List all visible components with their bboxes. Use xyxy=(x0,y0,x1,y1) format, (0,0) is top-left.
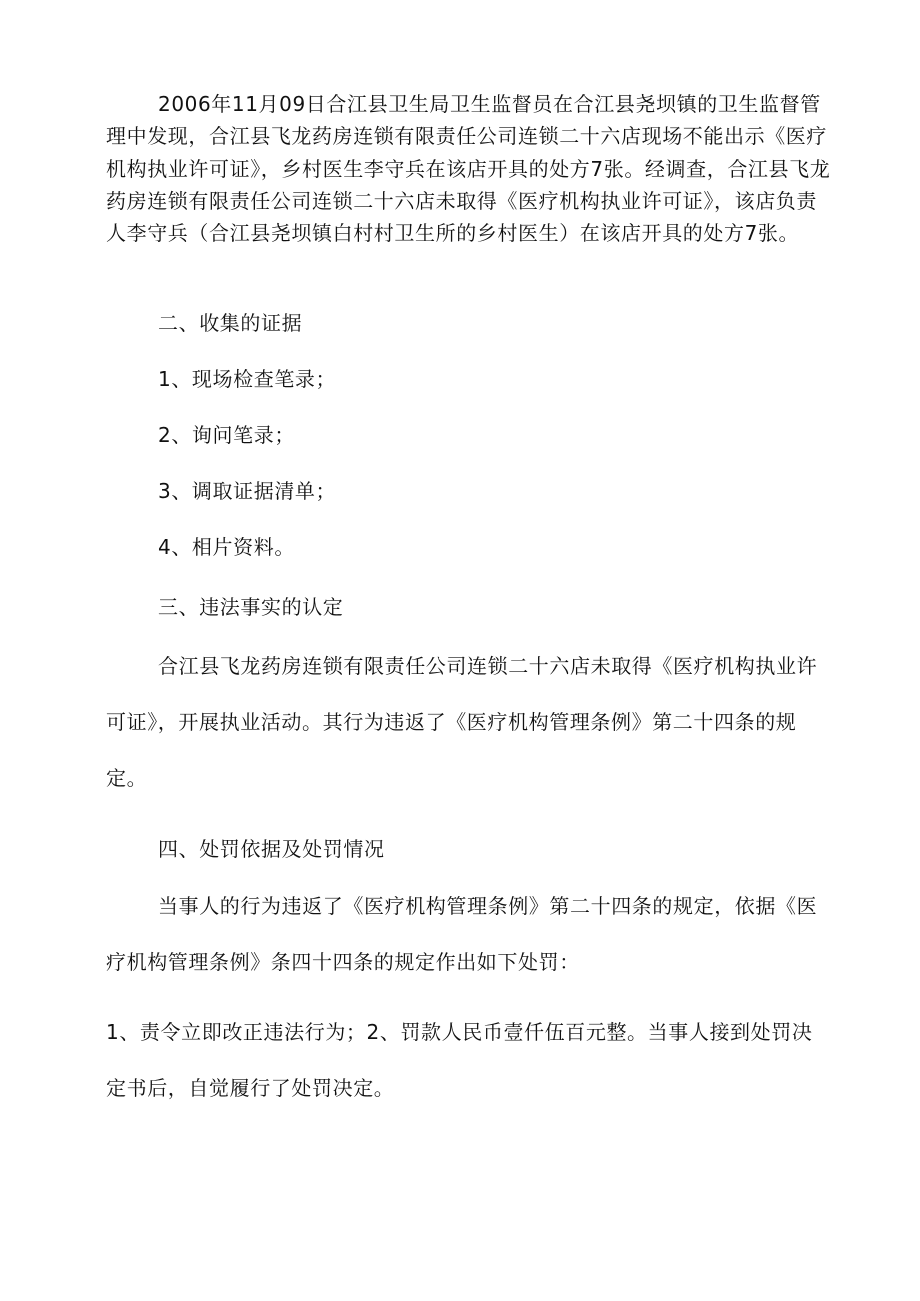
penalty-section-heading: 四、处罚依据及处罚情况 xyxy=(158,837,385,861)
penalty-result-paragraph: 1、责令立即改正违法行为；2、罚款人民币壹仟伍百元整。当事人接到处罚决定书后，自觉履行了处罚决定。 xyxy=(106,1020,813,1100)
evidence-item: 1、现场检查笔录； xyxy=(158,367,337,391)
facts-section-heading: 三、违法事实的认定 xyxy=(158,595,344,619)
evidence-item: 3、调取证据清单； xyxy=(158,479,337,503)
penalty-basis-paragraph: 当事人的行为违返了《医疗机构管理条例》第二十四条的规定，依据《医疗机构管理条例》条四十四条的规定作出如下处罚： xyxy=(106,894,818,974)
facts-paragraph: 合江县飞龙药房连锁有限责任公司连锁二十六店未取得《医疗机构执业许可证》，开展执业活动。其行为违返了《医疗机构管理条例》第二十四条的规定。 xyxy=(106,654,818,790)
intro-paragraph: 2006年11月09日合江县卫生局卫生监督员在合江县尧坝镇的卫生监督管理中发现，合江县飞龙药房连锁有限责任公司连锁二十六店现场不能出示《医疗机构执业许可证》，乡村医生李守兵在该店开具的处方7张。经调查，合江县飞龙药房连锁有限责任公司连锁二十六店未取得《医疗机构执业许可证》，该店负责人李守兵（合江县尧坝镇白村村卫生所的乡村医生）在该店开具的处方7张。 xyxy=(106,92,831,246)
evidence-item: 4、相片资料。 xyxy=(158,535,295,559)
evidence-item: 2、询问笔录； xyxy=(158,423,295,447)
evidence-section-heading: 二、收集的证据 xyxy=(158,311,303,335)
